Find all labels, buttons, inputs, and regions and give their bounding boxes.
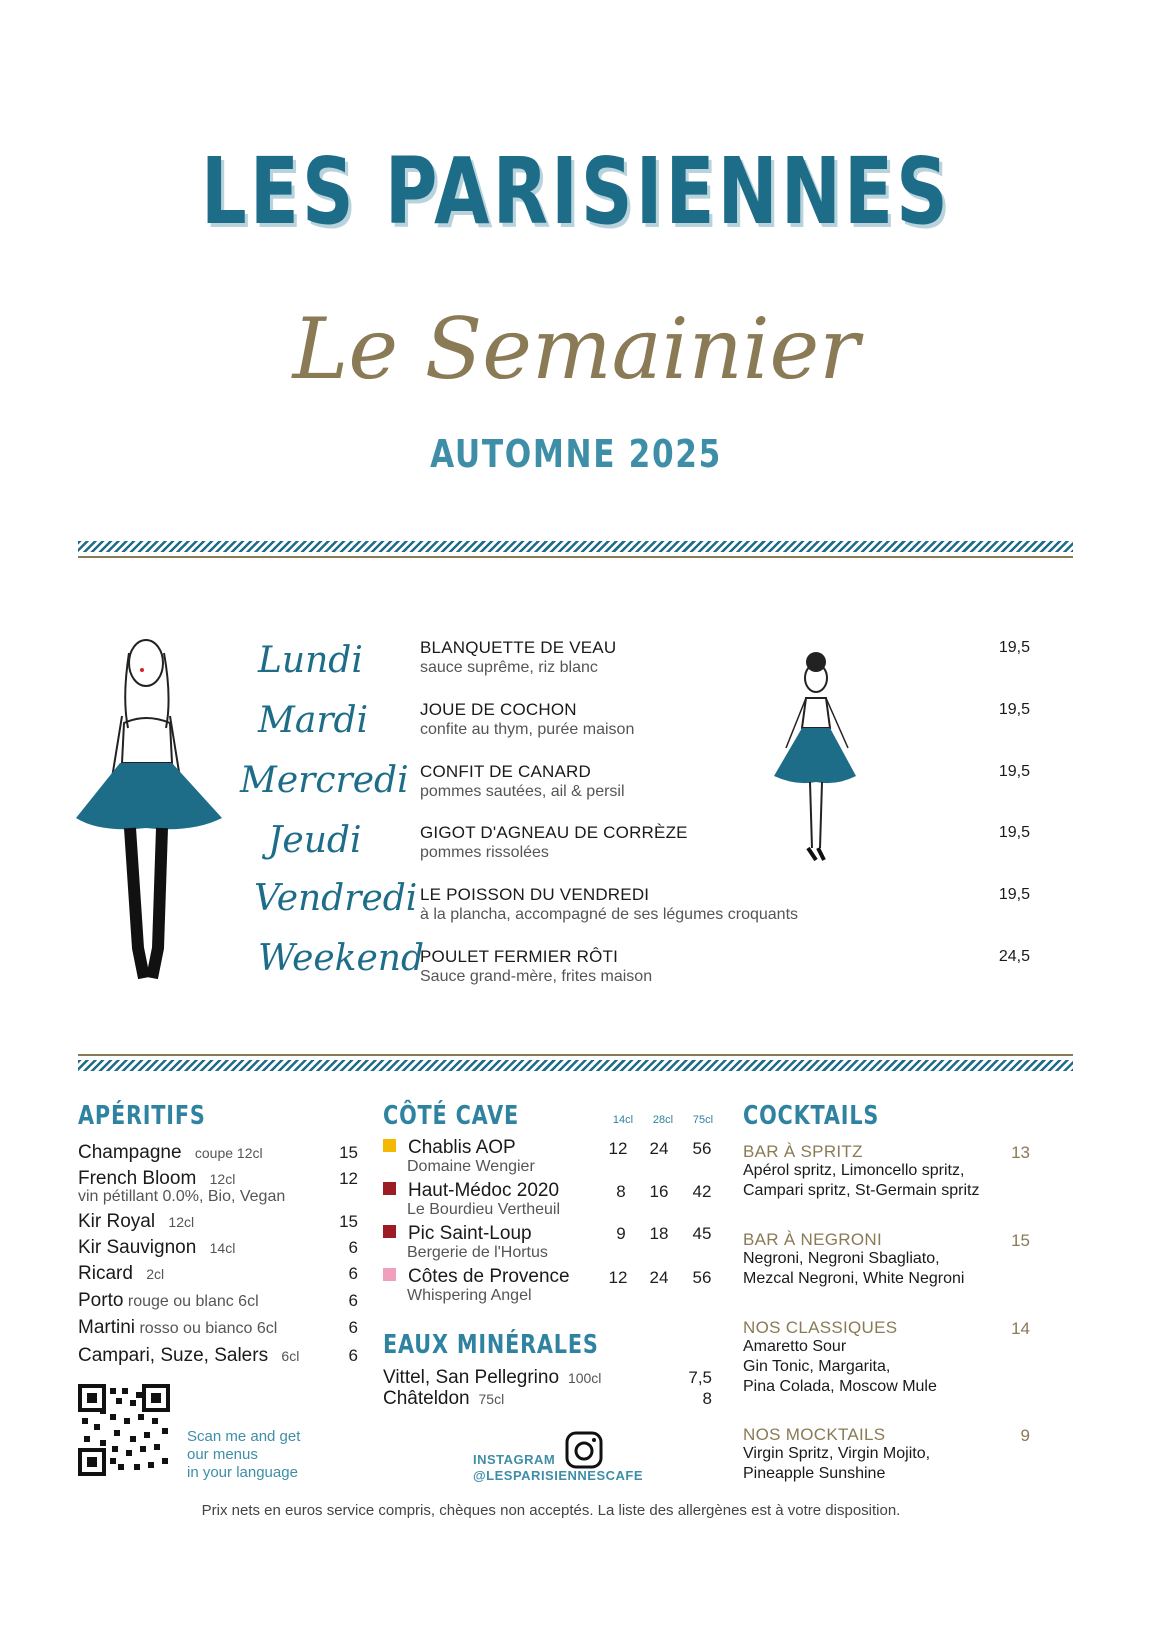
top-divider [78, 541, 1073, 559]
wine-price-14cl: 9 [616, 1224, 626, 1243]
drink-unit: 6cl [281, 1348, 300, 1364]
woman-illustration-left [72, 628, 232, 988]
wine-name: Chablis AOP [408, 1137, 516, 1158]
day-lundi: Lundi [258, 640, 363, 681]
drink-name: Kir Sauvignon [78, 1237, 197, 1258]
drink-price: 6 [348, 1346, 358, 1365]
cocktail-line: Apérol spritz, Limoncello spritz, [743, 1162, 965, 1179]
aperitif-item [78, 1263, 164, 1285]
qr-caption [187, 1428, 300, 1482]
drink-name: Porto [78, 1290, 124, 1311]
water-price: 8 [702, 1389, 712, 1408]
instagram-handle: @LESPARISIENNESCAFE [473, 1468, 644, 1483]
middle-divider [78, 1054, 1073, 1072]
cocktail-line: Campari spritz, St-Germain spritz [743, 1182, 980, 1199]
drink-unit: 14cl [209, 1240, 236, 1256]
dish-jeudi [420, 823, 688, 862]
red-wine-swatch [383, 1225, 396, 1238]
wine-producer: Le Bourdieu Vertheuil [407, 1201, 560, 1218]
wine-price-75cl: 42 [692, 1182, 712, 1201]
drink-price: 6 [348, 1264, 358, 1283]
dish-name: POULET FERMIER RÔTI [420, 947, 619, 966]
dish-name: GIGOT D'AGNEAU DE CORRÈZE [420, 823, 688, 842]
water-name: Châteldon [383, 1388, 470, 1409]
wine-item [383, 1180, 559, 1202]
dish-description: à la plancha, accompagné de ses légumes croquants [420, 906, 799, 923]
cocktail-group-price: 13 [1011, 1143, 1030, 1162]
qr-caption-line: our menus [187, 1446, 258, 1463]
water-name: Vittel, San Pellegrino [383, 1367, 560, 1388]
wine-price-14cl: 8 [616, 1182, 626, 1201]
cocktail-group-price: 15 [1011, 1231, 1030, 1250]
wine-price-75cl: 56 [692, 1268, 712, 1287]
water-unit: 100cl [567, 1370, 602, 1386]
drink-subtitle: vin pétillant 0.0%, Bio, Vegan [78, 1188, 286, 1205]
cocktail-line: Pineapple Sunshine [743, 1465, 886, 1482]
menu-title: Le Semainier [292, 300, 860, 398]
cocktail-group-items [743, 1337, 937, 1397]
dish-price: 19,5 [998, 824, 1030, 841]
eaux-title: EAUX MINÉRALES [383, 1330, 599, 1360]
wine-price-14cl: 12 [608, 1139, 628, 1158]
instagram-icon[interactable] [564, 1430, 604, 1470]
dish-description: confite au thym, purée maison [420, 721, 635, 738]
dish-price: 19,5 [998, 886, 1030, 903]
instagram-label: INSTAGRAM [473, 1452, 556, 1467]
qr-caption-line: in your language [187, 1464, 298, 1481]
cocktail-line: Amaretto Sour [743, 1338, 847, 1355]
day-mercredi: Mercredi [240, 760, 409, 801]
cocktail-group-price: 9 [1020, 1426, 1030, 1445]
wine-item [383, 1266, 570, 1288]
wine-price-28cl: 18 [649, 1224, 669, 1243]
dish-price: 19,5 [998, 639, 1030, 656]
dish-name: LE POISSON DU VENDREDI [420, 885, 650, 904]
aperitif-item [78, 1211, 194, 1233]
cocktail-group-items [743, 1161, 980, 1201]
wine-name: Haut-Médoc 2020 [408, 1180, 560, 1201]
dish-price: 19,5 [998, 701, 1030, 718]
dish-name: JOUE DE COCHON [420, 700, 577, 719]
drink-name: Champagne [78, 1142, 182, 1163]
wine-item [383, 1223, 532, 1245]
dish-name: BLANQUETTE DE VEAU [420, 638, 617, 657]
water-item [383, 1388, 504, 1410]
aperitif-item [78, 1237, 235, 1259]
drink-unit: 12cl [168, 1214, 195, 1230]
wine-producer: Bergerie de l'Hortus [407, 1244, 548, 1261]
dish-price: 24,5 [998, 948, 1030, 965]
qr-caption-line: Scan me and get [187, 1428, 301, 1445]
drink-name: Ricard [78, 1263, 133, 1284]
drink-unit: 12cl [209, 1171, 236, 1187]
cocktail-group-name: BAR À NEGRONI [743, 1230, 882, 1249]
cocktail-group-items [743, 1249, 964, 1289]
rose-wine-swatch [383, 1268, 396, 1281]
wine-price-28cl: 24 [649, 1139, 669, 1158]
footer-note: Prix nets en euros service compris, chèques non acceptés. La liste des allergènes est à votre disposition. [201, 1502, 901, 1519]
day-weekend: Weekend [258, 938, 425, 979]
aperitif-item [78, 1345, 299, 1367]
drink-name: Campari, Suze, Salers [78, 1345, 269, 1366]
dish-description: Sauce grand-mère, frites maison [420, 968, 653, 985]
dish-mardi [420, 700, 634, 739]
aperitif-item [78, 1168, 235, 1190]
cocktail-group-name: NOS CLASSIQUES [743, 1318, 898, 1337]
cocktail-line: Pina Colada, Moscow Mule [743, 1378, 937, 1395]
cocktails-title: COCKTAILS [743, 1101, 880, 1131]
drink-price: 15 [339, 1212, 358, 1231]
day-jeudi: Jeudi [268, 820, 362, 861]
wine-price-75cl: 45 [692, 1224, 712, 1243]
drink-price: 12 [339, 1169, 358, 1188]
cave-title: CÔTÉ CAVE [383, 1101, 520, 1131]
drink-name: Martini [78, 1317, 136, 1338]
dish-vendredi [420, 885, 798, 924]
wine-price-75cl: 56 [692, 1139, 712, 1158]
wine-price-14cl: 12 [608, 1268, 628, 1287]
drink-unit: rosso ou bianco 6cl [139, 1320, 278, 1337]
aperitifs-title: APÉRITIFS [78, 1101, 206, 1131]
cave-col-28cl: 28cl [652, 1114, 674, 1126]
wine-name: Pic Saint-Loup [408, 1223, 532, 1244]
cocktail-group-items [743, 1444, 930, 1484]
wine-name: Côtes de Provence [408, 1266, 570, 1287]
drink-name: French Bloom [78, 1168, 197, 1189]
wine-price-28cl: 24 [649, 1268, 669, 1287]
drink-name: Kir Royal [78, 1211, 156, 1232]
dish-name: CONFIT DE CANARD [420, 762, 592, 781]
drink-price: 6 [348, 1238, 358, 1257]
red-wine-swatch [383, 1182, 396, 1195]
cave-col-14cl: 14cl [612, 1114, 634, 1126]
drink-price: 15 [339, 1143, 358, 1162]
season-label: AUTOMNE 2025 [430, 432, 722, 476]
wine-producer: Whispering Angel [407, 1287, 532, 1304]
wine-producer: Domaine Wengier [407, 1158, 535, 1175]
dish-description: sauce suprême, riz blanc [420, 659, 598, 676]
day-mardi: Mardi [258, 700, 369, 741]
drink-unit: rouge ou blanc 6cl [127, 1293, 259, 1310]
cocktail-group-name: NOS MOCKTAILS [743, 1425, 886, 1444]
cocktail-line: Gin Tonic, Margarita, [743, 1358, 891, 1375]
water-item [383, 1367, 601, 1389]
dish-description: pommes sautées, ail & persil [420, 783, 625, 800]
drink-price: 6 [348, 1318, 358, 1337]
water-unit: 75cl [478, 1391, 505, 1407]
drink-price: 6 [348, 1291, 358, 1310]
brand-logo: LES PARISIENNES [201, 138, 951, 245]
aperitif-item [78, 1142, 263, 1164]
dish-weekend [420, 947, 652, 986]
wine-price-28cl: 16 [649, 1182, 669, 1201]
dish-description: pommes rissolées [420, 844, 549, 861]
cocktail-group-name: BAR À SPRITZ [743, 1142, 863, 1161]
dish-mercredi [420, 762, 625, 801]
cave-col-75cl: 75cl [692, 1114, 714, 1126]
cocktail-line: Mezcal Negroni, White Negroni [743, 1270, 965, 1287]
woman-illustration-right [766, 648, 866, 868]
aperitif-item [78, 1290, 259, 1312]
cocktail-line: Negroni, Negroni Sbagliato, [743, 1250, 940, 1267]
water-price: 7,5 [688, 1368, 712, 1387]
cocktail-group-price: 14 [1011, 1319, 1030, 1338]
qr-code[interactable] [78, 1384, 170, 1476]
cocktail-line: Virgin Spritz, Virgin Mojito, [743, 1445, 931, 1462]
drink-unit: 2cl [146, 1266, 165, 1282]
instagram-link[interactable] [473, 1452, 643, 1484]
white-wine-swatch [383, 1139, 396, 1152]
drink-unit: coupe 12cl [194, 1145, 263, 1161]
wine-item [383, 1137, 516, 1159]
dish-lundi [420, 638, 616, 677]
day-vendredi: Vendredi [254, 878, 418, 919]
aperitif-item [78, 1317, 277, 1339]
dish-price: 19,5 [998, 763, 1030, 780]
